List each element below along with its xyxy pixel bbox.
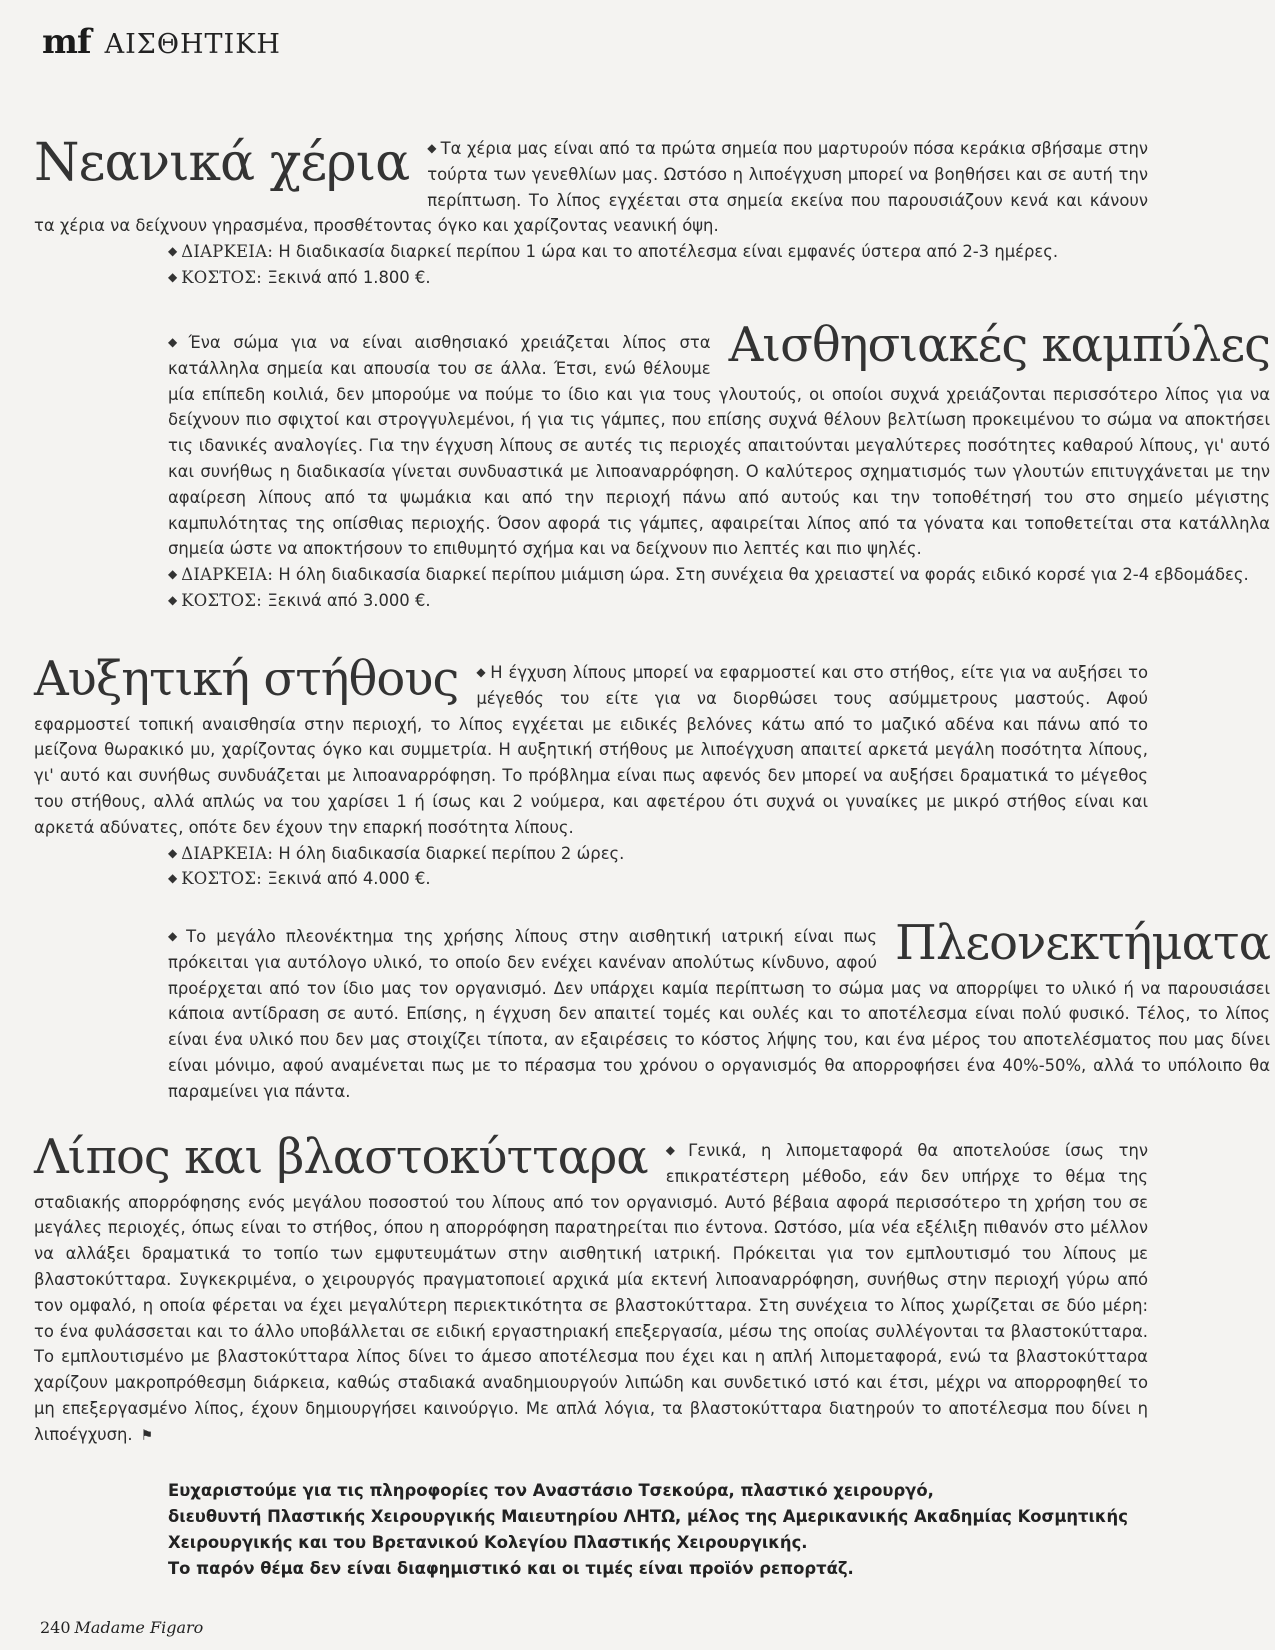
duration-line: ◆ ΔΙΑΡΚΕΙΑ: Η διαδικασία διαρκεί περίπου 1 ώρα και το αποτέλεσμα είναι εμφανές ύστερα από 2-3 ημέρες. — [168, 242, 1059, 262]
credits-line: Χειρουργικής και του Βρετανικού Κολεγίου Πλαστικής Χειρουργικής. — [168, 1533, 808, 1552]
section-breast-augmentation — [34, 651, 1148, 892]
section-fat-stem-cells — [34, 1129, 1148, 1450]
section-name: ΑΙΣΘΗΤΙΚΗ — [104, 29, 281, 60]
cost-line: ◆ ΚΟΣΤΟΣ: Ξεκινά από 3.000 €. — [168, 590, 431, 610]
section-title: Πλεονεκτήματα — [895, 915, 1270, 971]
diamond-bullet-icon: ◆ — [476, 665, 487, 679]
credits — [168, 1478, 1148, 1582]
diamond-bullet-icon: ◆ — [168, 269, 178, 284]
cost-line: ◆ ΚΟΣΤΟΣ: Ξεκινά από 1.800 €. — [168, 267, 431, 287]
page-number: 240 — [40, 1618, 71, 1637]
duration-line: ◆ ΔΙΑΡΚΕΙΑ: Η όλη διαδικασία διαρκεί περίπου μιάμιση ώρα. Στη συνέχεια θα χρειαστεί να φοράς ειδικό κορσέ για 2-4 εβδομάδες. — [168, 565, 1249, 585]
section-title: Αυξητική στήθους — [34, 651, 459, 707]
page-folio — [40, 1618, 203, 1637]
section-title: Νεανικά χέρια — [34, 133, 410, 193]
credits-line: Ευχαριστούμε για τις πληροφορίες τον Αναστάσιο Τσεκούρα, πλαστικό χειρουργό, — [168, 1481, 934, 1500]
section-body: ◆ Η έγχυση λίπους μπορεί να εφαρμοστεί και στο στήθος, είτε για να αυξήσει το μέγεθός του είτε για να διορθώσει τους ασύμμετρους μαστούς. Αφού εφαρμοστεί τοπική αναισθησία στην περιοχή, το λίπος εγχέεται με ειδικές βελόνες κάτω από το μαζικό αδένα και πάνω από το μείζονα θωρακικό μυ, χαρίζοντας όγκο και συμμετρία. Η αυξητική στήθους με λιποέγχυση απαιτεί αρκετά μεγάλη ποσότητα λίπους, γι' αυτό και συνήθως συνδυάζεται με λιποαναρρόφηση. Το πρόβλημα είναι πως αφενός δεν μπορεί να αυξήσει δραματικά το μέγεθος του στήθους, αλλά απλώς να του χαρίσει 1 ή ίσως και 2 νούμερα, και αφετέρου ότι συχνά οι γυναίκες με μικρό στήθος είναι και αρκετά αδύνατες, οπότε δεν έχουν την επαρκή ποσότητα λίπους. — [34, 663, 1148, 837]
diamond-bullet-icon: ◆ — [168, 335, 185, 349]
cost-line: ◆ ΚΟΣΤΟΣ: Ξεκινά από 4.000 €. — [168, 869, 431, 889]
mf-logo: mf — [42, 22, 91, 62]
diamond-bullet-icon: ◆ — [168, 567, 178, 582]
publication-name: Madame Figaro — [74, 1618, 204, 1637]
credits-line: Το παρόν θέμα δεν είναι διαφημιστικό και οι τιμές είναι προϊόν ρεπορτάζ. — [168, 1559, 854, 1578]
masthead — [42, 22, 281, 62]
section-body: ◆ Γενικά, η λιπομεταφορά θα αποτελούσε ίσως την επικρατέστερη μέθοδο, εάν δεν υπήρχε το θέμα της σταδιακής απορρόφησης ενός μεγάλου ποσοστού του λίπους από τον οργανισμό. Αυτό βέβαια αφορά περισσότερο τη χρήση του σε μεγάλες περιοχές, όπως είναι το στήθος, όπου η απορρόφηση παρατηρείται πιο έντονα. Ωστόσο, μία νέα εξέλιξη πιθανόν στο μέλλον να αλλάξει δραματικά το τοπίο των εμφυτευμάτων στην αισθητική ιατρική. Πρόκειται για τον εμπλουτισμό του λίπους με βλαστοκύτταρα. Συγκεκριμένα, ο χειρουργός πραγματοποιεί αρχικά μία εκτενή λιποαναρρόφηση, συνήθως στην περιοχή γύρω από τον ομφαλό, η οποία φέρεται να έχει μεγαλύτερη περιεκτικότητα σε βλαστοκύτταρα. Στη συνέχεια το λίπος χωρίζεται σε δύο μέρη: το ένα φυλάσσεται και το άλλο υποβάλλεται σε ειδική εργαστηριακή επεξεργασία, μέσω της οποίας συλλέγονται τα βλαστοκύτταρα. Το εμπλουτισμένο με βλαστοκύτταρα λίπος δίνει το άμεσο αποτέλεσμα που έχει και η απλή λιπομεταφορά, ενώ τα βλαστοκύτταρα χαρίζουν μακροπρόθεσμη διάρκεια, καθώς σταδιακά αναδημιουργούν λιπώδη και συνδετικό ιστό και έτσι, μέχρι να απορροφηθεί το μη επεξεργασμένο λίπος, έχουν δημιουργήσει καινούργιο. Με απλά λόγια, τα βλαστοκύτταρα διατηρούν το αποτέλεσμα που δίνει η λιποέγχυση. ⚑ — [34, 1138, 1148, 1450]
section-body: ◆ Το μεγάλο πλεονέκτημα της χρήσης λίπους στην αισθητική ιατρική είναι πως πρόκειται για αυτόλογο υλικό, το οποίο δεν ενέχει κανέναν απολύτως κίνδυνο, αφού προέρχεται από τον ίδιο μας τον οργανισμό. Δεν υπάρχει καμία περίπτωση το σώμα μας να απορρίψει το υλικό ή να παρουσιάσει κάποια αντίδραση σε αυτό. Επίσης, η έγχυση δεν απαιτεί τομές και ουλές και το αποτέλεσμα είναι πολύ φυσικό. Τέλος, το λίπος είναι ένα υλικό που δεν μας στοιχίζει τίποτα, αν εξαιρέσεις το κόστος λήψης του, και ένα μέρος του αποτελέσματος που μας δίνει είναι μόνιμο, αφού αναμένεται πως με το πέρασμα του χρόνου ο οργανισμός θα απορροφήσει ένα 40%-50%, αλλά το υπόλοιπο θα παραμείνει για πάντα. — [168, 927, 1270, 1101]
section-advantages — [168, 915, 1270, 1105]
diamond-bullet-icon: ◆ — [665, 1143, 685, 1157]
diamond-bullet-icon: ◆ — [427, 141, 437, 155]
credits-line: διευθυντή Πλαστικής Χειρουργικής Μαιευτηρίου ΛΗΤΩ, μέλος της Αμερικανικής Ακαδημίας Κοσμητικής — [168, 1507, 1128, 1526]
section-title: Αισθησιακές καμπύλες — [728, 317, 1270, 373]
diamond-bullet-icon: ◆ — [168, 592, 178, 607]
diamond-bullet-icon: ◆ — [168, 244, 178, 259]
diamond-bullet-icon: ◆ — [168, 845, 178, 860]
section-curves — [168, 317, 1270, 614]
diamond-bullet-icon: ◆ — [168, 871, 178, 886]
section-young-hands — [34, 133, 1148, 291]
duration-line: ◆ ΔΙΑΡΚΕΙΑ: Η όλη διαδικασία διαρκεί περίπου 2 ώρες. — [168, 843, 625, 863]
diamond-bullet-icon: ◆ — [168, 929, 183, 943]
section-title: Λίπος και βλαστοκύτταρα — [34, 1129, 648, 1185]
section-body: ◆ Ένα σώμα για να είναι αισθησιακό χρειάζεται λίπος στα κατάλληλα σημεία και απουσία του σε άλλα. Έτσι, ενώ θέλουμε μία επίπεδη κοιλιά, δεν μπορούμε να πούμε το ίδιο και για τους γλουτούς, οι οποίοι συχνά χρειάζονται περισσότερο λίπος για να δείχνουν πιο σφιχτοί και στρογγυλεμένοι, ή για τις γάμπες, που επίσης συχνά θέλουν βελτίωση προκειμένου το σώμα να αποκτήσει τις ιδανικές αναλογίες. Για την έγχυση λίπους σε αυτές τις περιοχές απαιτούνται μεγαλύτερες ποσότητες καθαρού λίπους, γι' αυτό και συνήθως η διαδικασία γίνεται συνδυαστικά με λιποαναρρόφηση. Ο καλύτερος σχηματισμός των γλουτών επιτυγχάνεται με την αφαίρεση λίπους από τα ψωμάκια και από την περιοχή πάνω από αυτούς και την τοποθέτησή του στο σημείο μέγιστης καμπυλότητας της οπίσθιας περιοχής. Όσον αφορά τις γάμπες, αφαιρείται λίπος από τα γόνατα και τοποθετείται στα κατάλληλα σημεία ώστε να αποκτήσουν το επιθυμητό σχήμα και να δείχνουν πιο λεπτές και πιο ψηλές. — [168, 333, 1270, 559]
section-body: ◆ Τα χέρια μας είναι από τα πρώτα σημεία που μαρτυρούν πόσα κεράκια σβήσαμε στην τούρτα των γενεθλίων μας. Ωστόσο η λιποέγχυση μπορεί να βοηθήσει και σε αυτή την περίπτωση. Το λίπος εγχέεται στα σημεία εκείνα που παρουσιάζουν κενά και κάνουν τα χέρια να δείχνουν γηρασμένα, προσθέτοντας όγκο και χαρίζοντας νεανική όψη. — [34, 139, 1148, 236]
end-of-article-icon: ⚑ — [140, 1427, 154, 1444]
